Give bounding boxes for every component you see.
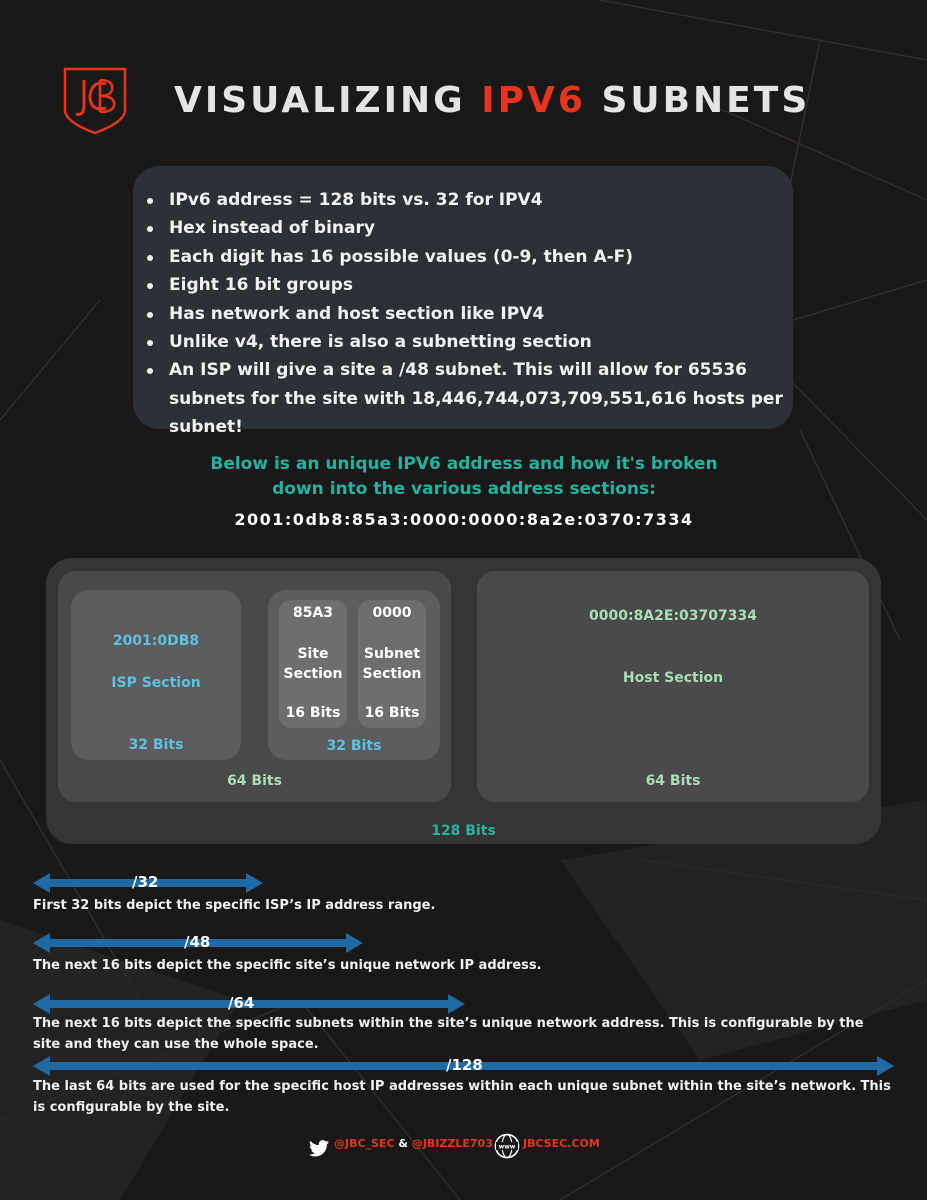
fact-item: Hex instead of binary — [167, 214, 783, 242]
prefix-48-arrow — [0, 931, 927, 955]
title-suffix: SUBNETS — [585, 80, 811, 121]
twitter-handle-2[interactable]: @JBIZZLE703 — [411, 1137, 493, 1150]
subnet-bits: 16 Bits — [364, 705, 420, 721]
host-label: Host Section — [622, 670, 724, 686]
intro-line-1: Below is an unique IPV6 address and how it's broken — [210, 454, 718, 474]
fact-item: Each digit has 16 possible values (0-9, then A-F) — [167, 243, 783, 271]
prefix-32-label: /32 — [132, 873, 159, 891]
example-address: 2001:0db8:85a3:0000:0000:8a2e:0370:7334 — [234, 510, 694, 529]
jbc-logo — [62, 66, 128, 136]
site-label: Site Section — [283, 646, 343, 682]
total-bits: 128 Bits — [431, 823, 496, 839]
prefix-64-description: The next 16 bits depict the specific subnets within the site’s unique network address. This is configurable by the site and they can use the whole space. — [33, 1016, 864, 1052]
website-link[interactable]: JBCSEC.COM — [523, 1137, 600, 1150]
fact-item: Has network and host section like IPV4 — [167, 300, 783, 328]
prefix-32-description: First 32 bits depict the specific ISP’s IP address range. — [33, 898, 436, 913]
twitter-handle-1[interactable]: @JBC_SEC — [334, 1137, 395, 1150]
fact-item: Unlike v4, there is also a subnetting section — [167, 328, 783, 356]
site-value: 85A3 — [292, 605, 334, 621]
site-bits: 16 Bits — [285, 705, 341, 721]
network-bits: 64 Bits — [227, 773, 282, 789]
fact-item: Eight 16 bit groups — [167, 271, 783, 299]
key-facts-list — [167, 186, 783, 442]
prefix-48-label: /48 — [184, 933, 211, 951]
host-bits: 64 Bits — [645, 773, 701, 789]
prefix-64-label: /64 — [228, 994, 255, 1012]
globe-icon — [494, 1133, 520, 1159]
prefix-48-description: The next 16 bits depict the specific site’s unique network IP address. — [33, 958, 542, 973]
host-value: 0000:8A2E:03707334 — [589, 608, 757, 624]
title-prefix: VISUALIZING — [174, 80, 482, 121]
intro-text — [150, 452, 778, 502]
isp-value: 2001:0DB8 — [112, 633, 200, 649]
intro-line-2: down into the various address sections: — [272, 479, 656, 499]
prefix-128-label: /128 — [446, 1056, 483, 1074]
subnet-value: 0000 — [372, 605, 412, 621]
isp-bits: 32 Bits — [128, 737, 184, 753]
footer-handles — [334, 1137, 493, 1150]
key-facts-box — [133, 166, 793, 438]
title-highlight: IPV6 — [481, 80, 586, 121]
prefix-128-description: The last 64 bits are used for the specific host IP addresses within each unique subnet within the site’s network. This is configurable by the site. — [33, 1079, 891, 1115]
globe-www-text: www — [498, 1143, 516, 1151]
subnet-label: Subnet Section — [362, 646, 422, 682]
host-block — [477, 571, 869, 802]
twitter-icon — [309, 1140, 329, 1157]
page-title — [174, 80, 810, 121]
handle-separator: & — [398, 1137, 408, 1150]
fact-item: An ISP will give a site a /48 subnet. This will allow for 65536 subnets for the site with 18,446,744,073,709,551,616 hosts per subnet! — [167, 356, 783, 441]
site-subnet-bits: 32 Bits — [326, 738, 382, 754]
fact-item: IPv6 address = 128 bits vs. 32 for IPV4 — [167, 186, 783, 214]
isp-label: ISP Section — [111, 675, 201, 691]
